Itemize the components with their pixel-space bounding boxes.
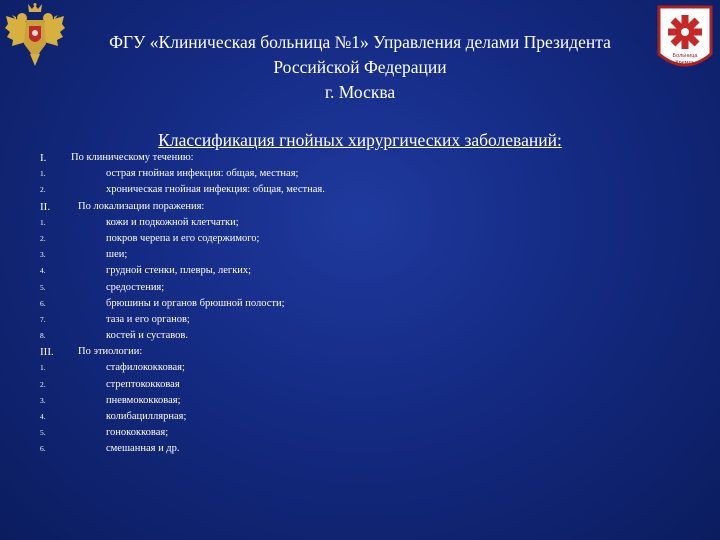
header-line-3: г. Москва — [324, 82, 396, 102]
item-text: шеи; — [106, 249, 128, 261]
list-item — [40, 377, 700, 393]
item-number: 5. — [40, 428, 46, 438]
page-title: Классификация гнойных хирургических заболеваний: — [158, 130, 562, 150]
item-number: 3. — [40, 395, 46, 405]
logo-text-top: Больница — [672, 53, 698, 59]
section-row — [40, 150, 700, 166]
hospital-logo — [656, 4, 714, 76]
section-label: По локализации поражения: — [78, 200, 205, 212]
item-number: 8. — [40, 331, 46, 341]
item-number: 4. — [40, 412, 46, 421]
item-number: 1. — [40, 169, 46, 179]
list-item — [40, 409, 700, 425]
item-number: 5. — [40, 282, 46, 292]
list-item — [40, 166, 700, 182]
item-text: стрептококковая — [106, 378, 180, 390]
section-number: III. — [40, 346, 54, 359]
item-text: костей и суставов. — [106, 330, 189, 342]
item-number: 6. — [40, 444, 46, 454]
section-number: I. — [40, 152, 47, 164]
item-text: таза и его органов; — [106, 313, 190, 325]
list-item — [40, 247, 700, 263]
item-text: кожи и подкожной клетчатки; — [106, 216, 239, 228]
item-number: 2. — [40, 185, 46, 195]
item-number: 2. — [40, 379, 46, 389]
list-item — [40, 328, 700, 344]
list-item — [40, 441, 700, 457]
page-header — [80, 30, 640, 105]
item-text: пневмококковая; — [106, 394, 181, 406]
section-label: По клиническому течению: — [71, 152, 194, 163]
logo-text-bottom: Кремль — [675, 60, 695, 66]
item-number: 1. — [40, 363, 46, 373]
item-text: хроническая гнойная инфекция: общая, местная. — [106, 184, 325, 196]
item-text: брюшины и органов брюшной полости; — [106, 297, 285, 309]
list-item — [40, 182, 700, 198]
header-line-2: Российской Федерации — [273, 57, 447, 77]
section-row — [40, 199, 700, 215]
item-text: грудной стенки, плевры, легких; — [106, 265, 252, 277]
coat-of-arms-emblem — [4, 2, 66, 68]
section-row — [40, 344, 700, 360]
list-item — [40, 425, 700, 441]
section-label: По этиологии: — [78, 346, 143, 358]
item-text: средостения; — [106, 281, 165, 293]
item-text: гонококковая; — [106, 427, 169, 439]
item-text: стафилококковая; — [106, 362, 185, 374]
item-number: 1. — [40, 217, 46, 227]
section-number: II. — [40, 200, 51, 213]
list-item — [40, 296, 700, 312]
item-number: 6. — [40, 298, 46, 308]
list-item — [40, 393, 700, 409]
list-item — [40, 360, 700, 376]
list-item — [40, 312, 700, 328]
list-item — [40, 231, 700, 247]
header-line-1: ФГУ «Клиническая больница №1» Управления делами Президента — [109, 32, 611, 52]
item-number: 2. — [40, 233, 46, 243]
item-text: покров черепа и его содержимого; — [106, 232, 260, 244]
item-number: 7. — [40, 314, 46, 324]
item-number: 3. — [40, 250, 46, 260]
item-text: смешанная и др. — [106, 443, 180, 455]
item-number: 4. — [40, 266, 46, 276]
list-item — [40, 263, 700, 279]
item-text: острая гнойная инфекция: общая, местная; — [106, 168, 299, 180]
item-text: колибациллярная; — [106, 411, 187, 422]
classification-list — [40, 150, 700, 458]
list-item — [40, 280, 700, 296]
list-item — [40, 215, 700, 231]
